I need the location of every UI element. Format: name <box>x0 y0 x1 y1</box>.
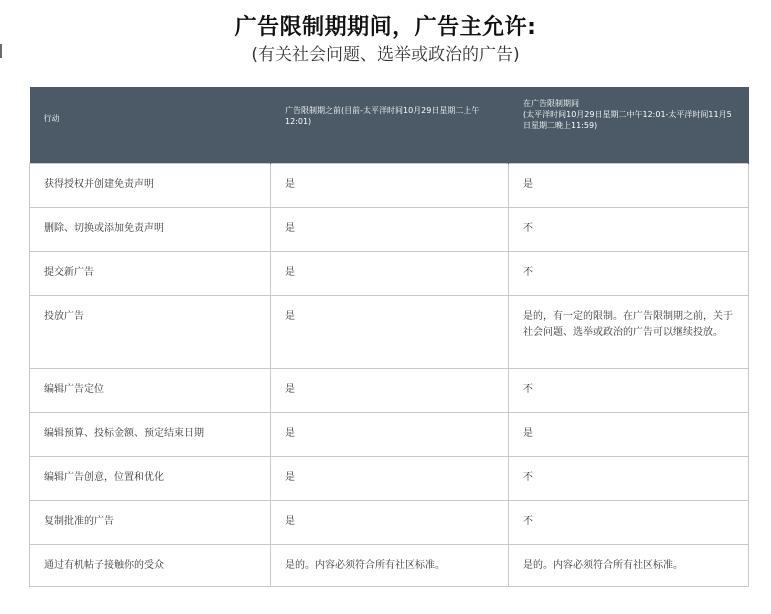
action-cell: 编辑广告创意，位置和优化 <box>30 457 271 501</box>
during-cell: 不 <box>509 252 749 296</box>
action-cell: 通过有机帖子接触你的受众 <box>30 545 271 587</box>
column-header-before-period: 广告限制期之前(目前-太平洋时间10月29日星期二上午12:01) <box>271 87 509 164</box>
during-period-line-2: (太平洋时间10月29日星期二中午12:01-太平洋时间11月5日星期二晚上11:59) <box>523 110 732 130</box>
during-cell: 不 <box>509 501 749 545</box>
action-cell: 删除、切换或添加免责声明 <box>30 208 271 252</box>
table-row <box>30 208 749 252</box>
before-cell: 是 <box>271 413 509 457</box>
page-title: 广告限制期期间，广告主允许: <box>234 15 537 40</box>
table-row <box>30 296 749 369</box>
before-cell: 是 <box>271 208 509 252</box>
before-cell: 是 <box>271 164 509 208</box>
action-cell: 提交新广告 <box>30 252 271 296</box>
during-period-line-1: 在广告限制期间 <box>523 99 579 108</box>
action-cell: 编辑预算、投标金额、预定结束日期 <box>30 413 271 457</box>
table-row <box>30 164 749 208</box>
table-row <box>30 252 749 296</box>
during-cell: 不 <box>509 457 749 501</box>
table-row <box>30 501 749 545</box>
table-row <box>30 545 749 587</box>
before-cell: 是 <box>271 252 509 296</box>
ad-restriction-table <box>29 87 749 587</box>
before-cell: 是 <box>271 501 509 545</box>
during-cell: 是 <box>509 413 749 457</box>
before-cell: 是 <box>271 296 509 369</box>
table-row <box>30 413 749 457</box>
during-cell: 是的。内容必须符合所有社区标准。 <box>509 545 749 587</box>
column-header-action: 行动 <box>30 87 271 164</box>
action-cell: 投放广告 <box>30 296 271 369</box>
column-header-during-period <box>509 87 749 164</box>
during-cell: 是的，有一定的限制。在广告限制期之前，关于社会问题、选举或政治的广告可以继续投放。 <box>509 296 749 369</box>
page-subtitle: (有关社会问题、选举或政治的广告) <box>251 45 520 65</box>
table-row <box>30 457 749 501</box>
before-cell: 是 <box>271 369 509 413</box>
table-row <box>30 369 749 413</box>
before-cell: 是的。内容必须符合所有社区标准。 <box>271 545 509 587</box>
before-cell: 是 <box>271 457 509 501</box>
action-cell: 复制批准的广告 <box>30 501 271 545</box>
action-cell: 编辑广告定位 <box>30 369 271 413</box>
action-cell: 获得授权并创建免责声明 <box>30 164 271 208</box>
during-cell: 不 <box>509 208 749 252</box>
during-cell: 不 <box>509 369 749 413</box>
during-cell: 是 <box>509 164 749 208</box>
table-header-row <box>30 87 749 164</box>
